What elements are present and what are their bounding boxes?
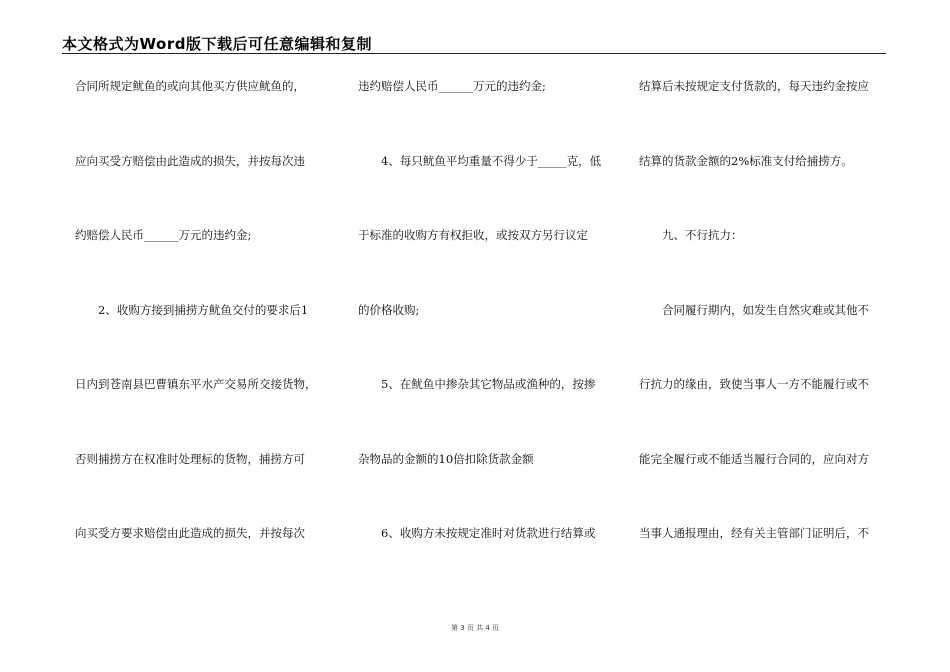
text-line: 合同所规定鱿鱼的或向其他买方供应鱿鱼的， (75, 79, 305, 93)
text-line: 当事人通报理由，经有关主管部门证明后，不 (639, 526, 869, 540)
text-line: 于标准的收购方有权拒收，或按双方另行议定 (358, 228, 588, 242)
text-column-3 (639, 77, 884, 599)
text-line: 九、不行抗力： (639, 228, 743, 242)
text-line: 否则捕捞方在权准时处理标的货物，捕捞方可 (75, 451, 305, 466)
text-line: 约赔偿人民币______万元的违约金; (75, 228, 252, 242)
text-line: 合同履行期内，如发生自然灾难或其他不 (639, 302, 869, 317)
text-line: 6、收购方未按规定准时对货款进行结算或 (358, 526, 596, 540)
text-line: 行抗力的缘由，致使当事人一方不能履行或不 (639, 377, 869, 391)
text-line: 结算后未按规定支付货款的，每天违约金按应 (639, 79, 869, 93)
text-line: 违约赔偿人民币______万元的违约金; (358, 79, 546, 93)
text-line: 5、在鱿鱼中掺杂其它物品或渔种的，按掺 (358, 377, 596, 391)
text-line: 的价格收购; (358, 302, 420, 317)
text-line: 应向买受方赔偿由此造成的损失，并按每次违 (75, 153, 305, 168)
text-line: 4、每只鱿鱼平均重量不得少于_____克，低 (358, 153, 602, 168)
text-line: 2、收购方接到捕捞方鱿鱼交付的要求后1 (75, 302, 309, 317)
text-line: 杂物品的金额的10倍扣除货款金额 (358, 451, 534, 466)
text-line: 能完全履行或不能适当履行合同的，应向对方 (639, 451, 869, 466)
text-line: 向买受方要求赔偿由此造成的损失，并按每次 (75, 526, 305, 540)
text-line: 日内到苍南县巴曹镇东平水产交易所交接货物， (75, 377, 317, 391)
page-number: 第 3 页 共 4 页 (450, 624, 500, 632)
page-header-title: 本文格式为Word版下载后可任意编辑和复制 (62, 35, 372, 53)
text-line: 结算的货款金额的2%标准支付给捕捞方。 (639, 153, 853, 168)
text-column-1 (75, 77, 330, 599)
text-column-2 (358, 77, 608, 599)
